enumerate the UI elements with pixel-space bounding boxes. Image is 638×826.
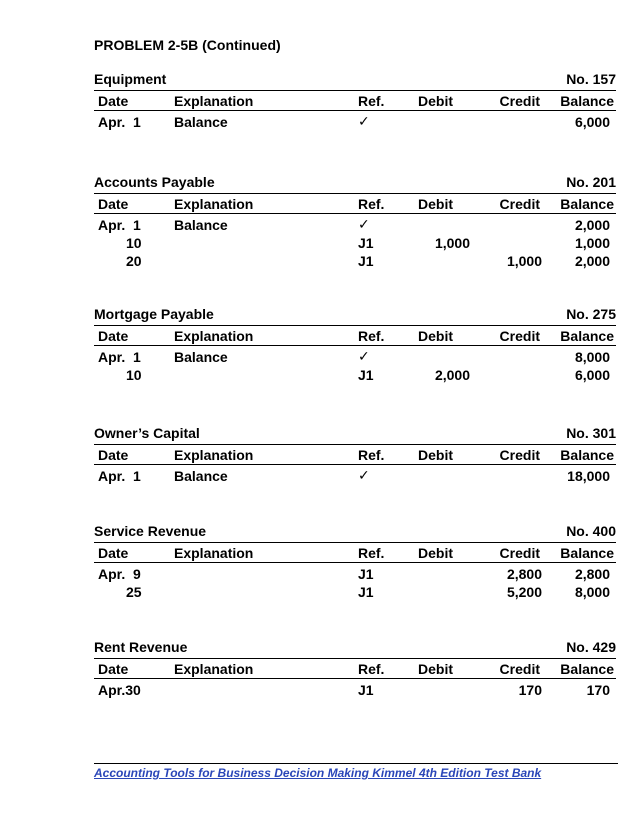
column-header-explanation: Explanation — [174, 447, 254, 463]
ledger-row — [94, 565, 616, 583]
column-header-debit: Debit — [418, 196, 453, 212]
column-header-balance: Balance — [560, 545, 614, 561]
cell-credit — [470, 113, 542, 131]
cell-balance: 170 — [586, 682, 610, 698]
cell-debit: 2,000 — [434, 367, 470, 383]
account-name: Service Revenue — [94, 523, 207, 539]
column-header-ref: Ref. — [358, 196, 385, 212]
column-header-date: Date — [98, 545, 129, 561]
cell-credit: 1,000 — [506, 253, 542, 269]
cell-credit: 5,200 — [506, 584, 542, 600]
account-name: Equipment — [94, 71, 167, 87]
cell-credit — [470, 366, 542, 384]
cell-debit — [408, 113, 470, 131]
check-mark-icon: ✓ — [358, 114, 370, 130]
column-header-balance: Balance — [560, 196, 614, 212]
account-header — [94, 71, 616, 91]
cell-credit — [470, 348, 542, 366]
account-number: No. 429 — [566, 639, 616, 655]
ledger-account — [94, 523, 616, 601]
column-header-date: Date — [98, 447, 129, 463]
cell-balance: 2,800 — [574, 566, 610, 582]
column-header-explanation: Explanation — [174, 328, 254, 344]
cell-credit — [470, 216, 542, 234]
column-header-credit: Credit — [499, 661, 540, 677]
cell-explanation: Balance — [174, 349, 228, 365]
ledger-row — [94, 234, 616, 252]
cell-explanation: Balance — [174, 468, 228, 484]
column-header-credit: Credit — [499, 447, 540, 463]
account-number: No. 201 — [566, 174, 616, 190]
cell-debit — [408, 348, 470, 366]
ledger-row — [94, 583, 616, 601]
account-header — [94, 174, 616, 194]
cell-debit — [408, 583, 470, 601]
account-number: No. 400 — [566, 523, 616, 539]
cell-date: 10 — [126, 367, 142, 383]
cell-ref: J1 — [358, 235, 374, 251]
account-name: Mortgage Payable — [94, 306, 214, 322]
cell-ref: J1 — [358, 566, 374, 582]
cell-date: Apr. 1 — [98, 114, 141, 130]
column-header-debit: Debit — [418, 328, 453, 344]
account-header — [94, 306, 616, 326]
check-mark-icon: ✓ — [358, 468, 370, 484]
cell-ref: J1 — [358, 682, 374, 698]
account-name: Owner’s Capital — [94, 425, 200, 441]
ledger-row — [94, 216, 616, 234]
cell-balance: 8,000 — [574, 584, 610, 600]
column-header-explanation: Explanation — [174, 196, 254, 212]
column-header-balance: Balance — [560, 328, 614, 344]
column-header-credit: Credit — [499, 328, 540, 344]
column-header-row — [94, 194, 616, 214]
account-header — [94, 425, 616, 445]
column-header-debit: Debit — [418, 545, 453, 561]
cell-ref: J1 — [358, 367, 374, 383]
cell-date: Apr. 1 — [98, 468, 141, 484]
column-header-explanation: Explanation — [174, 545, 254, 561]
column-header-row — [94, 543, 616, 563]
cell-ref: J1 — [358, 253, 374, 269]
column-header-row — [94, 91, 616, 111]
column-header-ref: Ref. — [358, 328, 385, 344]
cell-balance: 1,000 — [574, 235, 610, 251]
column-header-balance: Balance — [560, 447, 614, 463]
column-header-row — [94, 659, 616, 679]
cell-explanation: Balance — [174, 114, 228, 130]
ledger-row — [94, 113, 616, 131]
cell-balance: 18,000 — [567, 468, 610, 484]
cell-date: Apr. 1 — [98, 349, 141, 365]
page-title: PROBLEM 2-5B (Continued) — [94, 37, 281, 53]
column-header-credit: Credit — [499, 545, 540, 561]
column-header-date: Date — [98, 328, 129, 344]
cell-credit: 2,800 — [506, 566, 542, 582]
cell-date: Apr. 1 — [98, 217, 141, 233]
footer-divider — [94, 763, 618, 764]
column-header-ref: Ref. — [358, 661, 385, 677]
cell-balance: 8,000 — [574, 349, 610, 365]
column-header-balance: Balance — [560, 661, 614, 677]
column-header-balance: Balance — [560, 93, 614, 109]
cell-credit: 170 — [518, 682, 542, 698]
column-header-ref: Ref. — [358, 447, 385, 463]
column-header-explanation: Explanation — [174, 661, 254, 677]
cell-ref: J1 — [358, 584, 374, 600]
column-header-debit: Debit — [418, 661, 453, 677]
column-header-row — [94, 445, 616, 465]
ledger-account — [94, 306, 616, 384]
ledger-list — [94, 71, 616, 699]
cell-date: 25 — [126, 584, 142, 600]
account-number: No. 301 — [566, 425, 616, 441]
cell-debit — [408, 216, 470, 234]
cell-balance: 2,000 — [574, 253, 610, 269]
cell-credit — [470, 467, 542, 485]
cell-debit — [408, 565, 470, 583]
column-header-date: Date — [98, 196, 129, 212]
column-header-ref: Ref. — [358, 545, 385, 561]
cell-debit — [408, 467, 470, 485]
ledger-row — [94, 681, 616, 699]
cell-balance: 2,000 — [574, 217, 610, 233]
cell-credit — [470, 234, 542, 252]
ledger-row — [94, 348, 616, 366]
cell-debit — [408, 681, 470, 699]
ledger-row — [94, 467, 616, 485]
cell-debit — [408, 252, 470, 270]
check-mark-icon: ✓ — [358, 217, 370, 233]
check-mark-icon: ✓ — [358, 349, 370, 365]
column-header-date: Date — [98, 661, 129, 677]
cell-date: 10 — [126, 235, 142, 251]
column-header-debit: Debit — [418, 93, 453, 109]
cell-explanation — [174, 234, 358, 252]
cell-explanation — [174, 252, 358, 270]
account-number: No. 157 — [566, 71, 616, 87]
ledger-account — [94, 425, 616, 485]
account-header — [94, 523, 616, 543]
ledger-row — [94, 252, 616, 270]
account-name: Accounts Payable — [94, 174, 215, 190]
cell-explanation: Balance — [174, 217, 228, 233]
column-header-explanation: Explanation — [174, 93, 254, 109]
cell-balance: 6,000 — [574, 114, 610, 130]
cell-date: 20 — [126, 253, 142, 269]
footer-link[interactable]: Accounting Tools for Business Decision Making Kimmel 4th Edition Test Bank — [94, 766, 542, 780]
account-header — [94, 639, 616, 659]
column-header-credit: Credit — [499, 93, 540, 109]
ledger-row — [94, 366, 616, 384]
column-header-ref: Ref. — [358, 93, 385, 109]
cell-date: Apr.30 — [98, 682, 141, 698]
cell-explanation — [174, 565, 358, 583]
column-header-date: Date — [98, 93, 129, 109]
column-header-row — [94, 326, 616, 346]
cell-explanation — [174, 681, 358, 699]
ledger-account — [94, 71, 616, 131]
cell-explanation — [174, 366, 358, 384]
column-header-debit: Debit — [418, 447, 453, 463]
account-name: Rent Revenue — [94, 639, 188, 655]
column-header-credit: Credit — [499, 196, 540, 212]
cell-date: Apr. 9 — [98, 566, 141, 582]
ledger-account — [94, 174, 616, 270]
cell-debit: 1,000 — [434, 235, 470, 251]
account-number: No. 275 — [566, 306, 616, 322]
ledger-account — [94, 639, 616, 699]
cell-balance: 6,000 — [574, 367, 610, 383]
cell-explanation — [174, 583, 358, 601]
